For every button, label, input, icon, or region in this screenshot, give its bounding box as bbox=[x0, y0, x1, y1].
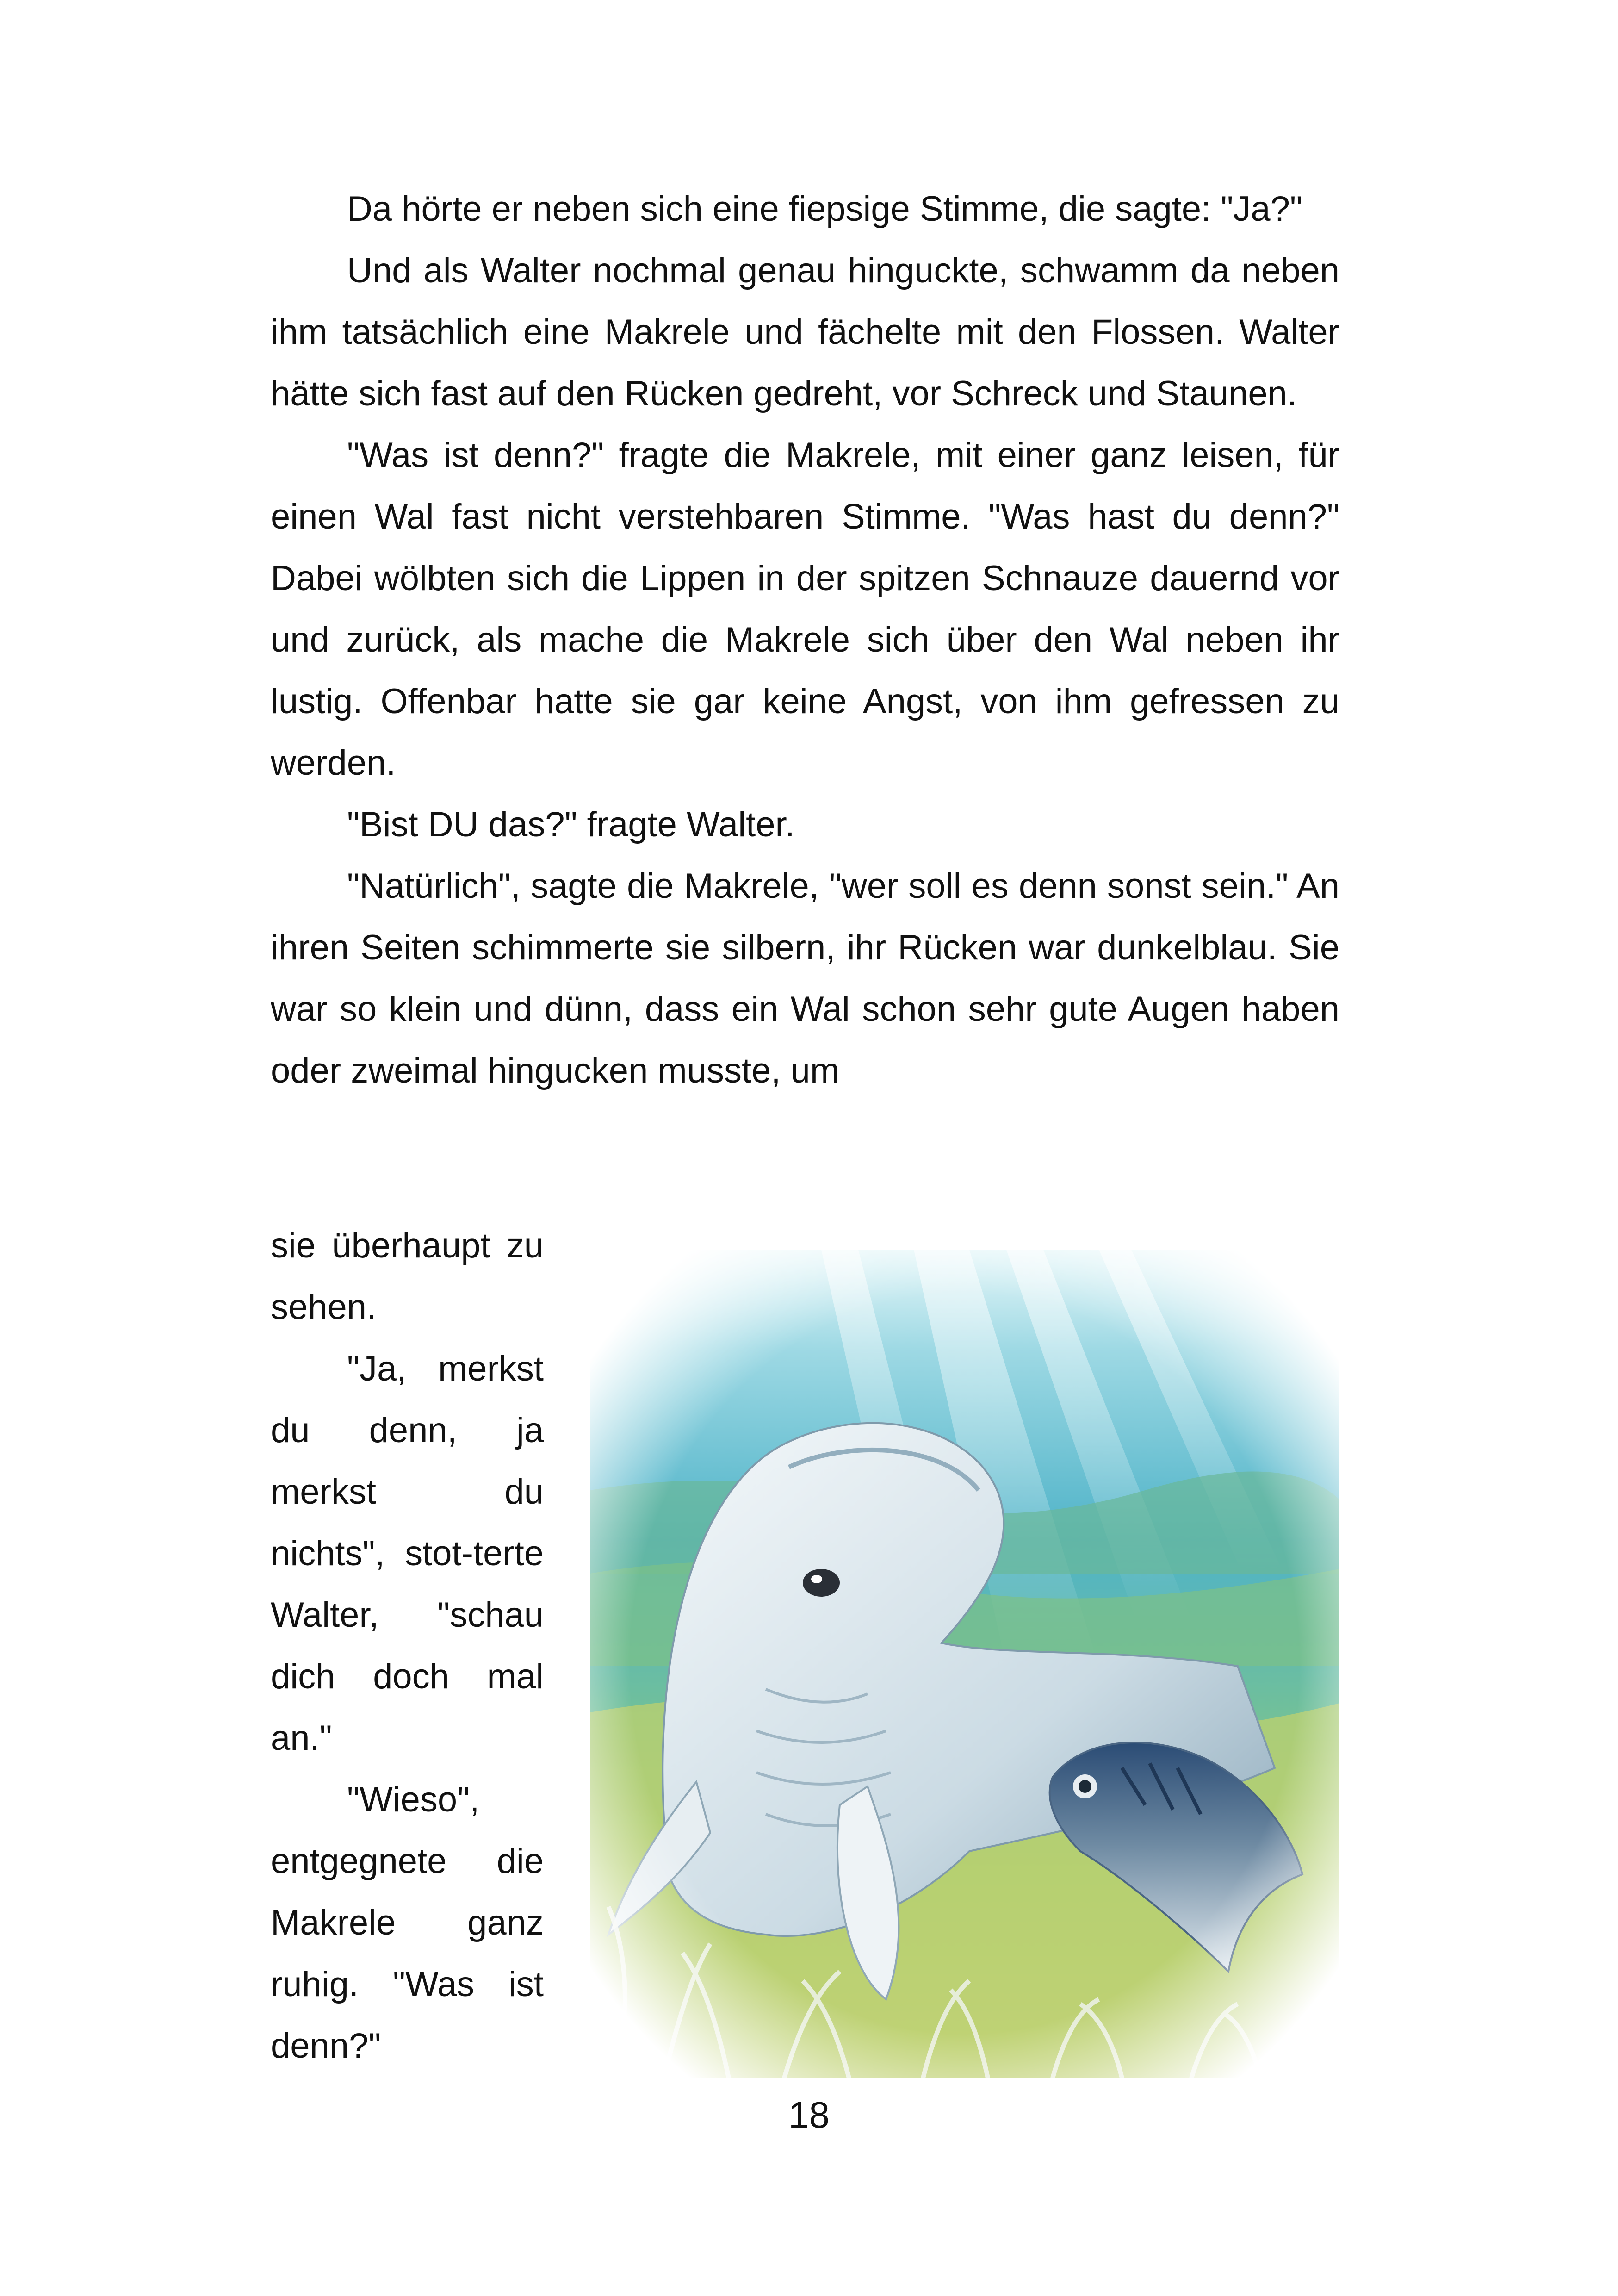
paragraph-7: "Wieso", entgegnete die Makrele ganz ruhig. "Was ist denn?" bbox=[271, 1780, 544, 2066]
paragraph-2: Und als Walter nochmal genau hinguckte, schwamm da neben ihm tatsächlich eine Makrele und fächelte mit den Flossen. Walter hätte sich fast auf den Rücken gedreht, vor Schreck und Staunen. bbox=[271, 251, 1339, 413]
paragraph-1: Da hörte er neben sich eine fiepsige Stimme, die sagte: "Ja?" bbox=[347, 189, 1302, 229]
paragraph-5: "Natürlich", sagte die Makrele, "wer soll es denn sonst sein." An ihren Seiten schimmerte sie silbern, ihr Rücken war dunkelblau. Sie war so klein und dünn, dass ein Wal schon sehr gute Augen haben oder zweimal hingucken musste, um bbox=[271, 866, 1339, 1090]
paragraph-3: "Was ist denn?" fragte die Makrele, mit einer ganz leisen, für einen Wal fast nicht verstehbaren Stimme. "Was hast du denn?" Dabei wölbten sich die Lippen in der spitzen Schnauze dauernd vor und zurück, als mache die Makrele sich über den Wal neben ihr lustig. Offenbar hatte sie gar keine Angst, von ihm gefressen zu werden. bbox=[271, 436, 1339, 783]
narrow-text-column bbox=[271, 1215, 544, 2077]
paragraph-4: "Bist DU das?" fragte Walter. bbox=[347, 805, 795, 844]
paragraph-6: "Ja, merkst du denn, ja merkst du nichts", stot-terte Walter, "schau dich doch mal an." bbox=[271, 1349, 544, 1758]
paragraph-5-continued: sie überhaupt zu sehen. bbox=[271, 1226, 544, 1327]
page-number: 18 bbox=[788, 2094, 830, 2135]
whale-illustration bbox=[590, 1250, 1339, 2078]
main-text-block bbox=[271, 178, 1339, 1101]
